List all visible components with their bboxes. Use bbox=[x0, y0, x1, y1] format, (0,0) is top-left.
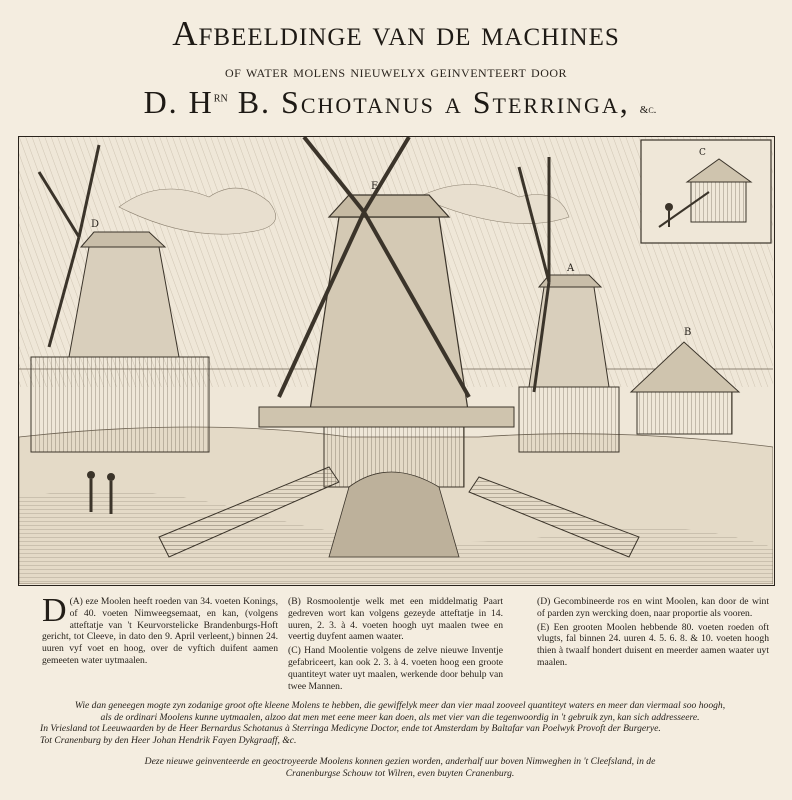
title-line-3-main: D. H bbox=[143, 84, 214, 120]
dropcap-d: D bbox=[42, 592, 67, 629]
bottom-line-6: Cranenburgse Schouw tot Wilren, even buyten Cranenburg. bbox=[285, 767, 515, 779]
plate-label-d: D bbox=[91, 219, 100, 230]
inset-c bbox=[641, 140, 771, 243]
description-d-e bbox=[537, 596, 769, 671]
engraving-illustration bbox=[19, 137, 773, 584]
plate-label-a: A bbox=[567, 263, 575, 274]
text-b: (B) Rosmoolentje welk met een middelmatig Paart gedreven wort kan volgens gezeyde atteftatje in 14. uuren, 2. 3. à 4. voeten hoogh uyt maalen twee en veertig duyfent aamen waater. bbox=[288, 596, 503, 643]
description-a bbox=[42, 592, 278, 669]
bottom-line-1: Wie dan geneegen mogte zyn zodanige groot ofte kleene Molens te hebben, die gewiffelyk meer dan vier maal zooveel quantiteyt waters en meer dan viermaal soo hoogh, bbox=[74, 700, 726, 711]
plate-label-b: B bbox=[684, 327, 692, 338]
description-b-c bbox=[288, 596, 503, 694]
text-c: (C) Hand Moolentie volgens de zelve nieuwe Inventje gefabriceert, kan ook 2. 3. à 4. voeten hoog een groote quantiteyt water uyt maalen, werkende door behulp van twee Mannen. bbox=[288, 645, 503, 692]
bottom-line-5: Deze nieuwe geinventeerde en geoctroyeerde Moolens konnen gezien worden, anderhalf uur boven Nimweghen in 't Cleefsland, in de bbox=[144, 756, 656, 768]
title-line-3-etc: &c. bbox=[639, 104, 657, 116]
text-a: eze Moolen heeft roeden van 34. voeten Konings, of 40. voeten Nimweegsemaat, en kan, (volgens atteftatje van 't Keurvorstelicke Brandenburgs-Hoft gericht, tot Cleeve, in dato den 9. April verleent,) binnen 24. uuren vyf voet en hoog, over de vyftich duifent aamen gemeeten water uytmaalen. bbox=[42, 596, 278, 666]
title-line-3-sup: rn bbox=[213, 90, 228, 106]
text-d: (D) Gecombineerde ros en wint Moolen, kan door de wint of parden zyn wercking doen, naar proportie als vooren. bbox=[537, 596, 769, 619]
bottom-notice bbox=[40, 700, 760, 780]
plate-label-c: C bbox=[699, 148, 706, 158]
bottom-line-3: In Vriesland tot Leeuwaarden by de Heer Bernardus Schotanus à Sterringa Medicyne Doctor, ende tot Amsterdam by Baltafar van Poelwyk Provoft der Burgerye. bbox=[40, 723, 661, 735]
engraving-plate bbox=[18, 136, 775, 586]
bottom-line-2: als de ordinari Moolens kunne uytmaalen, alzoo dat men met eene meer kan doen, als met vier van die tegenwoordig in 't gebruik zyn, kan sich addresseere. bbox=[100, 711, 700, 723]
tag-a: (A) bbox=[69, 596, 83, 607]
plate-label-e: E bbox=[371, 181, 379, 192]
bottom-line-4: Tot Cranenburg by den Heer Johan Hendrik Fayen Dykgraaff, &c. bbox=[40, 734, 297, 746]
title-line-3 bbox=[40, 84, 760, 121]
title-line-2: of water molens nieuwelyx geinventeert door bbox=[224, 62, 568, 81]
title-line-3-rest: B. Schotanus a Sterringa, bbox=[227, 84, 630, 120]
text-e: (E) Een grooten Moolen hebbende 80. voeten roeden oft vlugts, fal binnen 24. uuren 4. 5. 6. 8. & 10. voeten hoogh thien à twaalf hondert duisent en meerder aamen waater uyt maalen. bbox=[537, 621, 769, 668]
title-line-1: Afbeeldinge van de machines bbox=[172, 14, 620, 53]
